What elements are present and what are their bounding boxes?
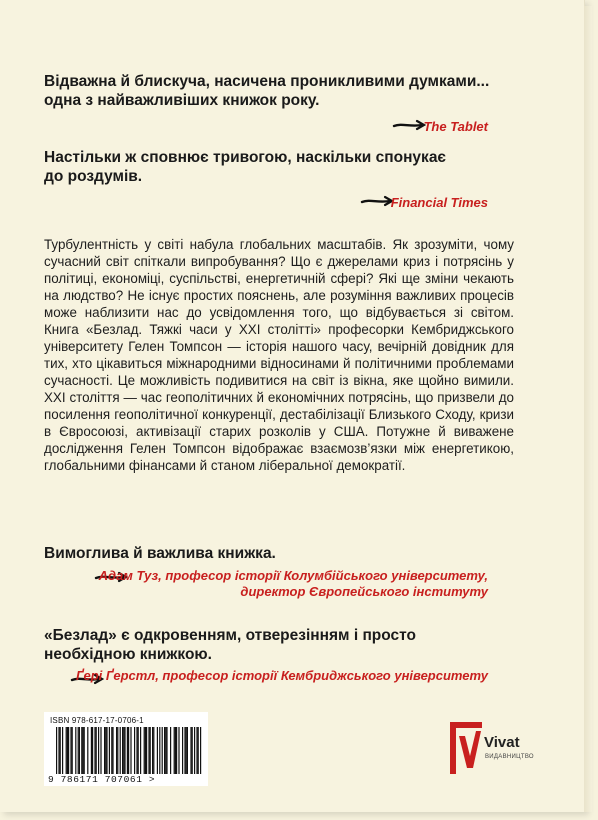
barcode-bar <box>170 727 171 774</box>
barcode-bar <box>98 727 99 774</box>
barcode-digits: 9 786171 707061 > <box>48 774 156 785</box>
barcode-bar <box>96 727 97 774</box>
barcode-bar <box>166 727 167 774</box>
quote-4-attribution: Ґері Ґерстл, професор історії Кембриджського університету <box>75 668 488 683</box>
barcode-bar <box>164 727 165 774</box>
barcode-bar <box>78 727 79 774</box>
barcode-bar <box>148 727 149 774</box>
barcode-bar <box>165 727 166 774</box>
quote-1 <box>44 72 524 110</box>
page-edge <box>584 6 592 812</box>
barcode-bar <box>94 727 95 774</box>
barcode-bar <box>84 727 85 774</box>
barcode-bar <box>184 727 185 774</box>
barcode-bar <box>152 727 153 774</box>
vivat-logo-icon <box>450 722 482 774</box>
barcode-bar <box>178 727 179 774</box>
isbn-label: ISBN 978-617-17-0706-1 <box>50 716 144 725</box>
barcode-bar <box>196 727 197 774</box>
barcode-bar <box>112 727 113 774</box>
book-description: Турбулентність у світі набула глобальних масштабів. Як зрозуміти, чому сучасний світ спіткали випробування? Що є джерелами криз і потрясінь у політиці, економіці, суспільстві, енергетичній сфері? Які ще зміни чекають на людство? Не існує простих пояснень, але розуміння важливих процесів може наблизити нас до усвідомлення того, що відбувається зі світом. Книга «Безлад. Тяжкі часи у ХХІ столітті» професорки Кембриджського університету Гелен Томпсон — історія нашого часу, вечірній довідник для тих, хто цікавиться міжнародними відносинами й політичними проблемами сучасності. Це можливість подивитися на світ із вікна, яке щойно вимили. ХХІ століття — час геополітичних й економічних потрясінь, що призвели до посилення геополітичної конкуренції, дестабілізації Близького Сходу, кризи в Євросоюзі, активізації старих розколів у США. Потужне й виважене дослідження Гелен Томпсон відображає взаємозв’язки між енергетикою, глобальними фінансами й станом ліберальної демократії. <box>44 237 514 473</box>
barcode-bar <box>58 727 59 774</box>
barcode-bar <box>150 727 151 774</box>
barcode-bars <box>56 727 202 774</box>
barcode-bar <box>87 727 88 774</box>
barcode-bar <box>174 727 175 774</box>
barcode <box>44 712 208 786</box>
barcode-bar <box>190 727 191 774</box>
barcode-bar <box>192 727 193 774</box>
quote-1-line-2: одна з найважливіших книжок року. <box>44 92 320 109</box>
quote-3-attribution-line-1: Адам Туз, професор історії Колумбійського університету, <box>98 568 488 583</box>
quote-2-line-1: Настільки ж сповнює тривогою, наскільки спонукає <box>44 149 446 166</box>
barcode-bar <box>130 727 131 774</box>
barcode-bar <box>106 727 107 774</box>
barcode-bar <box>138 727 139 774</box>
barcode-bar <box>200 727 201 774</box>
publisher-subtitle: ВИДАВНИЦТВО <box>485 754 534 760</box>
quote-1-attribution: The Tablet <box>423 119 488 134</box>
quote-3-line-1: Вимоглива й важлива книжка. <box>44 545 276 562</box>
quote-3-attribution <box>99 568 488 600</box>
barcode-bar <box>66 727 67 774</box>
barcode-bar <box>162 727 163 774</box>
barcode-bar <box>146 727 147 774</box>
barcode-bar <box>134 727 135 774</box>
barcode-bar <box>68 727 69 774</box>
barcode-bar <box>159 727 160 774</box>
barcode-bar <box>175 727 176 774</box>
barcode-bar <box>91 727 92 774</box>
barcode-bar <box>79 727 80 774</box>
barcode-bar <box>62 727 63 774</box>
barcode-bar <box>144 727 145 774</box>
barcode-bar <box>140 727 141 774</box>
barcode-bar <box>72 727 73 774</box>
barcode-bar <box>81 727 82 774</box>
quote-4-line-1: «Безлад» є одкровенням, отверезінням і просто <box>44 627 417 644</box>
barcode-bar <box>153 727 154 774</box>
barcode-bar <box>111 727 112 774</box>
barcode-bar <box>128 727 129 774</box>
quote-4 <box>44 626 524 664</box>
barcode-bar <box>82 727 83 774</box>
barcode-bar <box>123 727 124 774</box>
quote-2-line-2: до роздумів. <box>44 168 143 185</box>
quote-4-line-2: необхідною книжкою. <box>44 646 212 663</box>
barcode-bar <box>60 727 61 774</box>
publisher-logo <box>450 722 534 778</box>
barcode-bar <box>105 727 106 774</box>
barcode-bar <box>187 727 188 774</box>
barcode-bar <box>70 727 71 774</box>
barcode-bar <box>122 727 123 774</box>
barcode-bar <box>100 727 101 774</box>
quote-3-attribution-line-2: директор Європейського інституту <box>240 584 488 599</box>
barcode-bar <box>176 727 177 774</box>
quote-3 <box>44 544 524 563</box>
barcode-bar <box>182 727 183 774</box>
barcode-bar <box>157 727 158 774</box>
barcode-bar <box>75 727 76 774</box>
barcode-bar <box>194 727 195 774</box>
quote-2 <box>44 148 524 186</box>
barcode-bar <box>104 727 105 774</box>
barcode-bar <box>109 727 110 774</box>
quote-1-line-1: Відважна й блискуча, насичена проникливими думками... <box>44 73 490 90</box>
barcode-bar <box>120 727 121 774</box>
quote-2-attribution: Financial Times <box>390 195 488 210</box>
publisher-name: Vivat <box>484 734 520 751</box>
barcode-bar <box>92 727 93 774</box>
barcode-bar <box>198 727 199 774</box>
barcode-bar <box>145 727 146 774</box>
barcode-bar <box>67 727 68 774</box>
barcode-bar <box>116 727 117 774</box>
barcode-bar <box>186 727 187 774</box>
barcode-bar <box>117 727 118 774</box>
barcode-bar <box>136 727 137 774</box>
barcode-bar <box>56 727 57 774</box>
barcode-bar <box>127 727 128 774</box>
barcode-bar <box>124 727 125 774</box>
